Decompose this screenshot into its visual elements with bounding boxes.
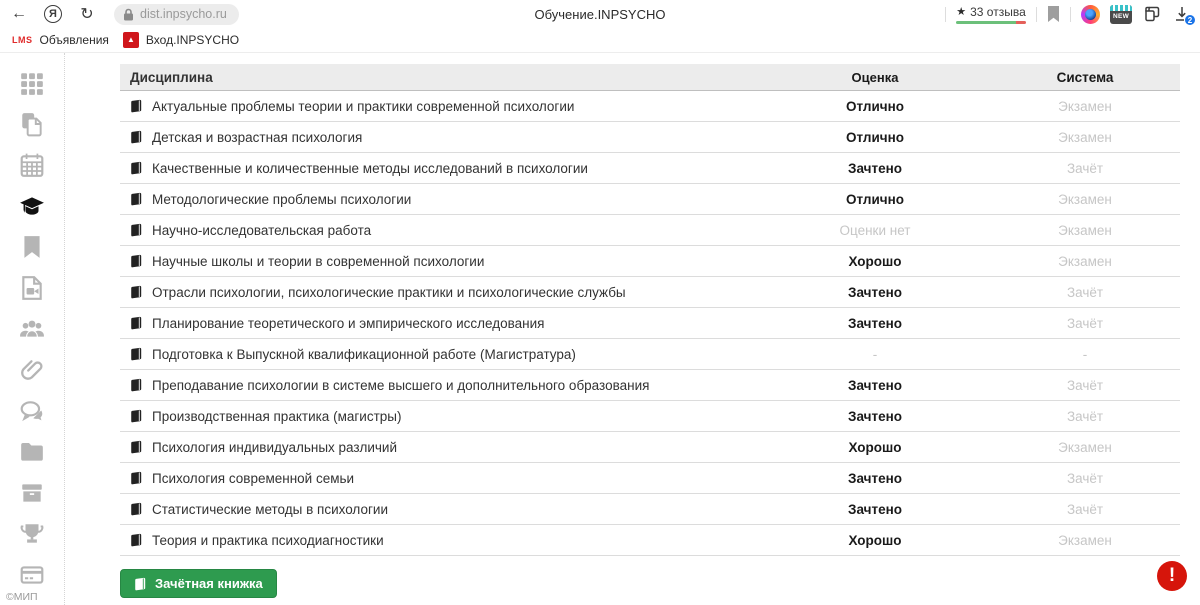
- system-value: Зачёт: [1066, 377, 1104, 393]
- chat-icon: [19, 398, 45, 424]
- table-row[interactable]: [120, 91, 1180, 122]
- system-value: Зачёт: [1066, 470, 1104, 486]
- discipline-name: Преподавание психологии в системе высшего и дополнительного образования: [152, 377, 650, 393]
- sidebar-item-bookmarks[interactable]: [12, 226, 52, 267]
- bookmark-icon: [19, 234, 45, 260]
- discipline-name: Качественные и количественные методы исследований в психологии: [152, 160, 588, 176]
- grade-value: Зачтено: [848, 408, 902, 424]
- table-row[interactable]: [120, 463, 1180, 494]
- app-sidebar: [0, 53, 65, 605]
- lock-icon: [123, 8, 134, 21]
- new-badge-label: NEW: [1112, 12, 1130, 20]
- discipline-name: Психология современной семьи: [152, 470, 355, 486]
- folder-icon: [19, 439, 45, 465]
- book-icon: [130, 161, 144, 175]
- bookmark-inpsycho-login[interactable]: [119, 30, 243, 50]
- sidebar-item-payments[interactable]: [12, 554, 52, 595]
- book-icon: [130, 316, 144, 330]
- users-icon: [19, 316, 45, 342]
- header-discipline: Дисциплина: [130, 69, 213, 85]
- grades-table: [120, 64, 1180, 556]
- grade-value: Отлично: [845, 191, 905, 207]
- video-file-icon: [19, 275, 45, 301]
- main-content: [65, 53, 1200, 605]
- sidebar-item-achievements[interactable]: [12, 513, 52, 554]
- gradebook-button[interactable]: [120, 569, 277, 598]
- toolbar-separator: [1036, 7, 1037, 22]
- grade-value: Зачтено: [848, 501, 902, 517]
- yandex-logo-icon[interactable]: Я: [44, 5, 62, 23]
- extension-color-circle-icon[interactable]: [1081, 5, 1100, 24]
- reviews-count-label: 33 отзыва: [970, 4, 1026, 19]
- grade-value: Хорошо: [848, 253, 902, 269]
- grade-value: -: [872, 346, 878, 362]
- grade-value: Хорошо: [848, 439, 902, 455]
- header-system: Система: [1056, 69, 1114, 85]
- browser-toolbar: [0, 0, 1200, 28]
- book-icon: [130, 254, 144, 268]
- extension-circle-center: [1085, 9, 1096, 20]
- book-icon: [130, 285, 144, 299]
- table-row[interactable]: [120, 184, 1180, 215]
- refresh-icon[interactable]: ↻: [80, 6, 94, 23]
- grade-value: Хорошо: [848, 532, 902, 548]
- star-icon: ★: [956, 6, 967, 18]
- sidebar-footer-copyright: ©МИП: [6, 591, 38, 603]
- discipline-name: Подготовка к Выпускной квалификационной работе (Магистратура): [152, 346, 576, 362]
- system-value: Экзамен: [1058, 98, 1112, 114]
- book-icon: [130, 471, 144, 485]
- book-icon: [130, 440, 144, 454]
- table-row[interactable]: [120, 401, 1180, 432]
- bookmark-lms-announcements[interactable]: [8, 31, 113, 49]
- book-icon: [130, 378, 144, 392]
- grade-value: Зачтено: [848, 470, 902, 486]
- grade-value: Отлично: [845, 98, 905, 114]
- sidebar-item-users[interactable]: [12, 308, 52, 349]
- discipline-name: Отрасли психологии, психологические практики и психологические службы: [152, 284, 626, 300]
- system-value: Экзамен: [1058, 439, 1112, 455]
- discipline-name: Детская и возрастная психология: [152, 129, 363, 145]
- bookmark-label: Объявления: [39, 33, 109, 47]
- table-row[interactable]: [120, 494, 1180, 525]
- table-body: [120, 91, 1180, 556]
- sidebar-item-files[interactable]: [12, 431, 52, 472]
- table-row[interactable]: [120, 122, 1180, 153]
- discipline-name: Теория и практика психодиагностики: [152, 532, 384, 548]
- system-value: Зачёт: [1066, 501, 1104, 517]
- discipline-name: Методологические проблемы психологии: [152, 191, 412, 207]
- sidebar-item-grades[interactable]: [12, 185, 52, 226]
- system-value: Экзамен: [1058, 222, 1112, 238]
- table-row[interactable]: [120, 215, 1180, 246]
- graduation-cap-icon: [19, 193, 45, 219]
- sidebar-item-calendar[interactable]: [12, 144, 52, 185]
- table-row[interactable]: [120, 246, 1180, 277]
- sidebar-item-grid-menu[interactable]: [12, 62, 52, 103]
- lms-favicon: LMS: [12, 35, 33, 45]
- bookmarks-bar: [0, 28, 1200, 53]
- table-row[interactable]: [120, 153, 1180, 184]
- book-icon: [130, 130, 144, 144]
- system-value: Зачёт: [1066, 315, 1104, 331]
- mip-favicon: ▲: [123, 32, 139, 48]
- extension-new-badge-icon[interactable]: [1110, 5, 1132, 24]
- grade-value: Зачтено: [848, 160, 902, 176]
- table-row[interactable]: [120, 370, 1180, 401]
- system-value: Зачёт: [1066, 408, 1104, 424]
- discipline-name: Планирование теоретического и эмпирического исследования: [152, 315, 545, 331]
- grade-value: Оценки нет: [839, 222, 911, 238]
- address-bar[interactable]: [114, 4, 239, 25]
- table-row[interactable]: [120, 432, 1180, 463]
- discipline-name: Статистические методы в психологии: [152, 501, 388, 517]
- bookmark-icon[interactable]: [1047, 6, 1060, 22]
- system-value: Экзамен: [1058, 191, 1112, 207]
- sidebar-item-video-materials[interactable]: [12, 267, 52, 308]
- toolbar-separator: [945, 7, 946, 22]
- grid-menu-icon: [19, 70, 45, 96]
- book-icon: [130, 502, 144, 516]
- collections-icon[interactable]: [1142, 4, 1162, 24]
- system-value: -: [1082, 346, 1088, 362]
- discipline-name: Актуальные проблемы теории и практики современной психологии: [152, 98, 575, 114]
- book-icon: [134, 577, 148, 591]
- table-row[interactable]: [120, 525, 1180, 556]
- sidebar-item-archive[interactable]: [12, 472, 52, 513]
- grade-value: Зачтено: [848, 315, 902, 331]
- gradebook-button-label: Зачётная книжка: [155, 576, 263, 591]
- trophy-icon: [19, 521, 45, 547]
- sidebar-item-attachments[interactable]: [12, 349, 52, 390]
- downloads-icon[interactable]: [1172, 4, 1192, 24]
- table-header-row: [120, 64, 1180, 91]
- system-value: Зачёт: [1066, 284, 1104, 300]
- table-row[interactable]: [120, 277, 1180, 308]
- book-icon: [130, 192, 144, 206]
- grade-value: Зачтено: [848, 377, 902, 393]
- bookmark-label: Вход.INPSYCHO: [145, 33, 240, 47]
- credit-card-icon: [19, 562, 45, 588]
- calendar-icon: [19, 152, 45, 178]
- header-grade: Оценка: [851, 69, 899, 85]
- page-title: Обучение.INPSYCHO: [534, 6, 666, 22]
- sidebar-item-copy-files[interactable]: [12, 103, 52, 144]
- paperclip-icon: [19, 357, 45, 383]
- book-icon: [130, 347, 144, 361]
- book-icon: [130, 99, 144, 113]
- book-icon: [130, 533, 144, 547]
- sidebar-item-messages[interactable]: [12, 390, 52, 431]
- grade-value: Отлично: [845, 129, 905, 145]
- system-value: Зачёт: [1066, 160, 1104, 176]
- discipline-name: Производственная практика (магистры): [152, 408, 402, 424]
- table-row[interactable]: [120, 339, 1180, 370]
- url-text: dist.inpsycho.ru: [140, 7, 227, 21]
- system-value: Экзамен: [1058, 129, 1112, 145]
- copy-files-icon: [19, 111, 45, 137]
- book-icon: [130, 223, 144, 237]
- discipline-name: Психология индивидуальных различий: [152, 439, 397, 455]
- system-value: Экзамен: [1058, 532, 1112, 548]
- alert-notification-icon[interactable]: !: [1157, 561, 1187, 591]
- site-reviews-widget[interactable]: [956, 5, 1026, 24]
- archive-box-icon: [19, 480, 45, 506]
- table-row[interactable]: [120, 308, 1180, 339]
- downloads-count-badge: 2: [1184, 14, 1196, 26]
- discipline-name: Научно-исследовательская работа: [152, 222, 372, 238]
- back-icon[interactable]: ←: [11, 5, 27, 22]
- reviews-rating-bar: [956, 21, 1026, 24]
- toolbar-separator: [1070, 7, 1071, 22]
- system-value: Экзамен: [1058, 253, 1112, 269]
- discipline-name: Научные школы и теории в современной психологии: [152, 253, 485, 269]
- book-icon: [130, 409, 144, 423]
- grade-value: Зачтено: [848, 284, 902, 300]
